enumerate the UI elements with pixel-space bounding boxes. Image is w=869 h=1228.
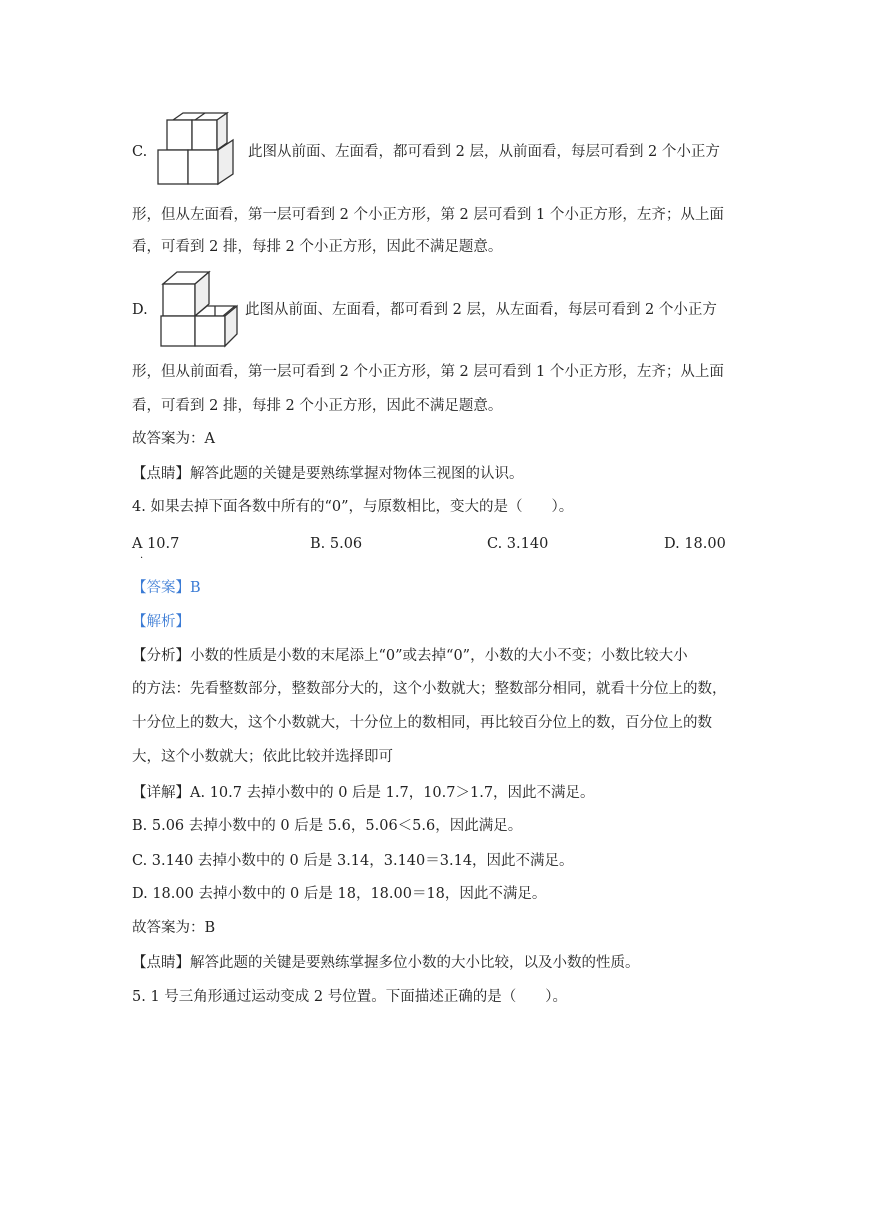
- q4-analysis-4: 大，这个小数就大；依此比较并选择即可: [132, 749, 393, 765]
- dot-mark: ·: [140, 553, 144, 564]
- q3-answer: 故答案为：A: [132, 431, 215, 447]
- q4-question: 4. 如果去掉下面各数中所有的“0”，与原数相比，变大的是（ ）。: [132, 499, 574, 515]
- option-c-text-3: 看，可看到 2 排，每排 2 个小正方形，因此不满足题意。: [132, 239, 503, 255]
- q4-analysis-2: 的方法：先看整数部分，整数部分大的，这个小数就大；整数部分相同，就看十分位上的数，: [132, 681, 727, 697]
- q4-detail-2: B. 5.06 去掉小数中的 0 后是 5.6，5.06＜5.6，因此满足。: [132, 818, 523, 834]
- q4-option-a: A 10.7: [132, 536, 180, 552]
- q5-question: 5. 1 号三角形通过运动变成 2 号位置。下面描述正确的是（ ）。: [132, 989, 567, 1005]
- option-d-label: D.: [132, 302, 148, 318]
- q4-answer: 故答案为：B: [132, 920, 216, 936]
- option-c-text-1: 此图从前面、左面看，都可看到 2 层，从前面看，每层可看到 2 个小正方: [248, 144, 720, 160]
- q4-answer-tag: 【答案】B: [132, 580, 201, 596]
- q4-analysis-1: 【分析】小数的性质是小数的末尾添上“0”或去掉“0”，小数的大小不变；小数比较大小: [132, 648, 688, 664]
- q4-option-c: C. 3.140: [487, 536, 549, 552]
- option-d-text-2: 形，但从前面看，第一层可看到 2 个小正方形，第 2 层可看到 1 个小正方形，左齐；从上面: [132, 364, 724, 380]
- option-d-text-1: 此图从前面、左面看，都可看到 2 层，从左面看，每层可看到 2 个小正方: [245, 302, 717, 318]
- cube-figure-c: [155, 110, 237, 188]
- q4-note: 【点睛】解答此题的关键是要熟练掌握多位小数的大小比较，以及小数的性质。: [132, 955, 640, 971]
- cube-figure-d: [155, 268, 243, 348]
- q3-note: 【点睛】解答此题的关键是要熟练掌握对物体三视图的认识。: [132, 466, 524, 482]
- q4-detail-4: D. 18.00 去掉小数中的 0 后是 18，18.00＝18，因此不满足。: [132, 886, 547, 902]
- q4-analysis-3: 十分位上的数大，这个小数就大，十分位上的数相同，再比较百分位上的数，百分位上的数: [132, 715, 712, 731]
- q4-detail-1: 【详解】A. 10.7 去掉小数中的 0 后是 1.7，10.7＞1.7，因此不满足。: [132, 785, 595, 801]
- option-c-text-2: 形，但从左面看，第一层可看到 2 个小正方形，第 2 层可看到 1 个小正方形，左齐；从上面: [132, 207, 724, 223]
- option-d-text-3: 看，可看到 2 排，每排 2 个小正方形，因此不满足题意。: [132, 398, 503, 414]
- q4-analysis-tag: 【解析】: [132, 614, 190, 630]
- q4-option-b: B. 5.06: [310, 536, 363, 552]
- q4-option-d: D. 18.00: [664, 536, 726, 552]
- q4-detail-3: C. 3.140 去掉小数中的 0 后是 3.14，3.140＝3.14，因此不满足。: [132, 853, 574, 869]
- option-c-label: C.: [132, 144, 148, 160]
